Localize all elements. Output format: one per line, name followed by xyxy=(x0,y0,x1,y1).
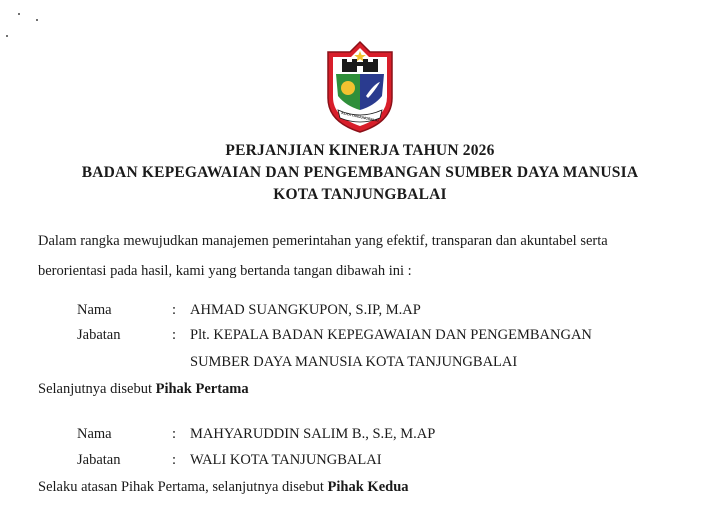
scan-speck xyxy=(36,19,38,21)
title-line-2: BADAN KEPEGAWAIAN DAN PENGEMBANGAN SUMBER DAYA MANUSIA xyxy=(81,164,639,181)
party1-position-value-line-2: SUMBER DAYA MANUSIA KOTA TANJUNGBALAI xyxy=(190,354,518,370)
party1-position-label: Jabatan xyxy=(77,327,121,343)
party2-designation-prefix: Selaku atasan Pihak Pertama, selanjutnya disebut xyxy=(38,479,324,495)
party1-name-value: AHMAD SUANGKUPON, S.IP, M.AP xyxy=(190,302,421,318)
party1-name-label: Nama xyxy=(77,302,112,318)
title-line-3: KOTA TANJUNGBALAI xyxy=(273,186,447,203)
party1-designation-bold: Pihak Pertama xyxy=(155,381,249,397)
scan-speck xyxy=(18,13,20,15)
scan-speck xyxy=(6,35,8,37)
emblem-banner-text: KOTA TANJUNGBALAI xyxy=(341,111,379,123)
party2-designation-bold: Pihak Kedua xyxy=(327,479,409,495)
party1-designation xyxy=(38,378,249,400)
party1-position-value-line-1: Plt. KEPALA BADAN KEPEGAWAIAN DAN PENGEMBANGAN xyxy=(190,327,592,343)
party2-position-label: Jabatan xyxy=(77,452,121,468)
document-title xyxy=(0,140,720,206)
tanjungbalai-emblem-icon xyxy=(322,36,398,134)
party2-designation xyxy=(38,476,409,498)
intro-paragraph xyxy=(38,226,688,286)
intro-line-1: Dalam rangka mewujudkan manajemen pemerintahan yang efektif, transparan dan akuntabel serta xyxy=(38,233,608,249)
separator: : xyxy=(172,452,177,468)
party2-name-value: MAHYARUDDIN SALIM B., S.E, M.AP xyxy=(190,426,436,442)
intro-line-2: berorientasi pada hasil, kami yang bertanda tangan dibawah ini : xyxy=(38,263,412,279)
party2-name-label: Nama xyxy=(77,426,112,442)
party1-designation-prefix: Selanjutnya disebut xyxy=(38,381,152,397)
title-line-1: PERJANJIAN KINERJA TAHUN 2026 xyxy=(225,142,495,159)
separator: : xyxy=(172,302,177,318)
separator: : xyxy=(172,426,177,442)
party2-position-value: WALI KOTA TANJUNGBALAI xyxy=(190,452,382,468)
separator: : xyxy=(172,327,177,343)
